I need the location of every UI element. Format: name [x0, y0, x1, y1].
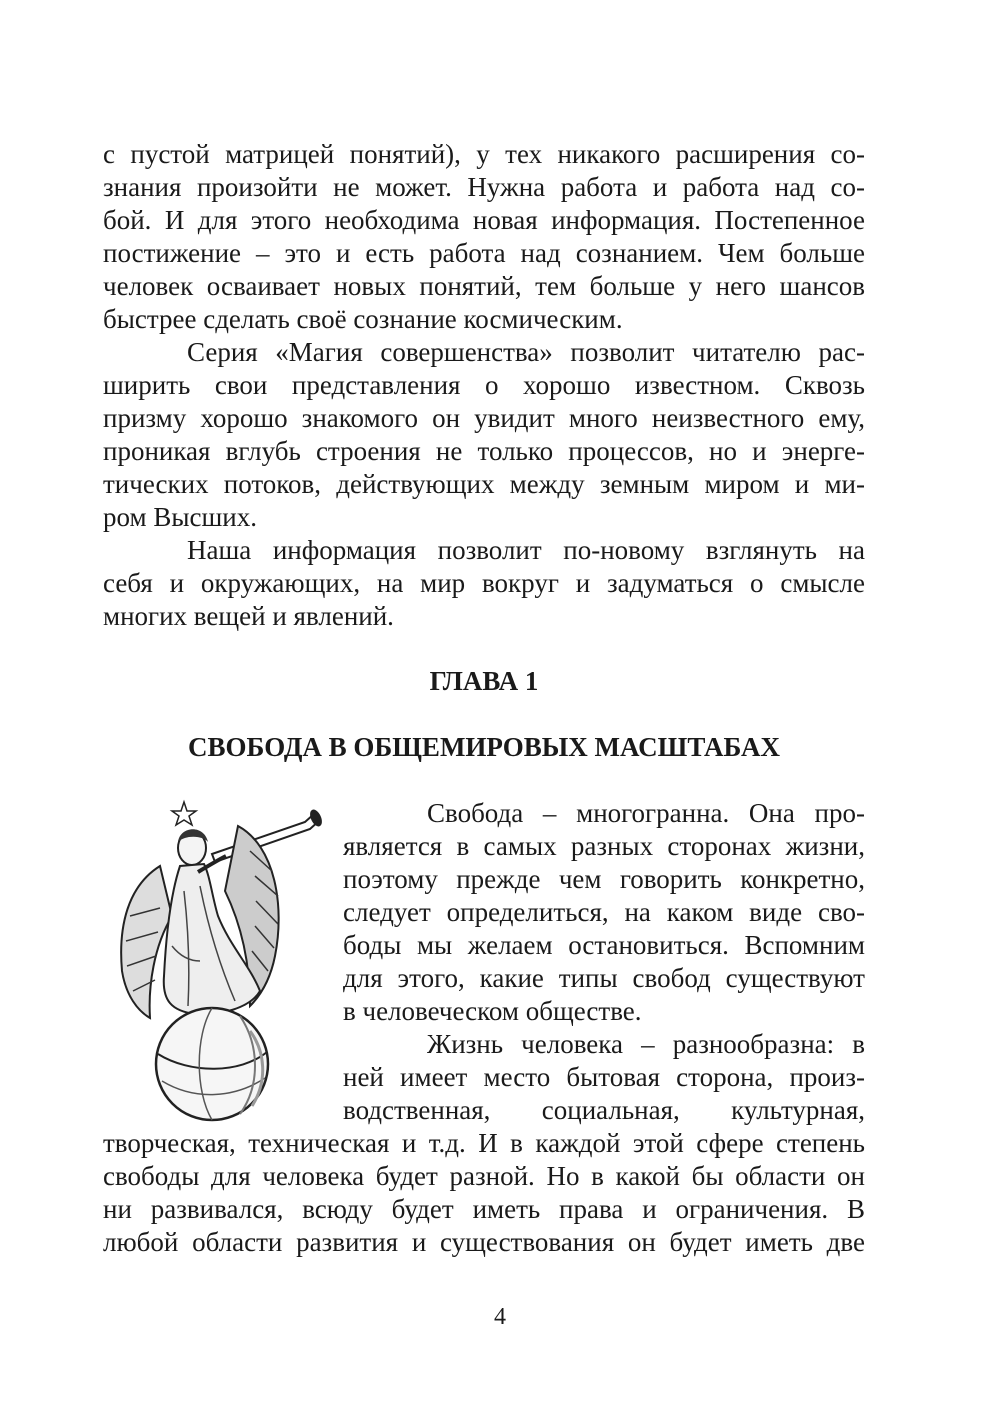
text-line: для этого, какие типы свобод существуют	[343, 963, 865, 993]
text-line: человек осваивает новых понятий, тем больше у него шансов	[103, 271, 865, 301]
text-line: тических потоков, действующих между земным миром и ми-	[103, 469, 865, 499]
text-line: бой. И для этого необходима новая информация. Постепенное	[103, 205, 865, 235]
text-line: водственная, социальная, культурная,	[343, 1095, 865, 1125]
text-line: проникая вглубь строения не только процессов, но и энерге-	[103, 436, 865, 466]
text-line: поэтому прежде чем говорить конкретно,	[343, 864, 865, 894]
text-line: многих вещей и явлений.	[103, 601, 394, 631]
text-line: постижение – это и есть работа над сознанием. Чем больше	[103, 238, 865, 268]
text-line: свободы для человека будет разной. Но в какой бы области он	[103, 1161, 865, 1191]
text-line: в человеческом обществе.	[343, 996, 642, 1026]
text-line: Свобода – многогранна. Она про-	[427, 798, 865, 828]
text-line: ни развивался, всюду будет иметь права и ограничения. В	[103, 1194, 865, 1224]
angel-illustration	[100, 796, 335, 1126]
text-line: любой области развития и существования он будет иметь две	[103, 1227, 865, 1257]
text-line: боды мы желаем остановиться. Вспомним	[343, 930, 865, 960]
text-line: ром Высших.	[103, 502, 257, 532]
page-number: 4	[494, 1304, 506, 1330]
text-line: призму хорошо знакомого он увидит много неизвестного ему,	[103, 403, 865, 433]
text-line: Жизнь человека – разнообразна: в	[427, 1029, 865, 1059]
text-line: Серия «Магия совершенства» позволит читателю рас-	[187, 337, 865, 367]
text-line: себя и окружающих, на мир вокруг и задуматься о смысле	[103, 568, 865, 598]
text-line: Наша информация позволит по-новому взглянуть на	[187, 535, 865, 565]
text-line: знания произойти не может. Нужна работа и работа над со-	[103, 172, 865, 202]
chapter-number: ГЛАВА 1	[429, 666, 539, 696]
text-line: творческая, техническая и т.д. И в каждой этой сфере степень	[103, 1128, 865, 1158]
text-line: является в самых разных сторонах жизни,	[343, 831, 865, 861]
chapter-title: СВОБОДА В ОБЩЕМИРОВЫХ МАСШТАБАХ	[188, 732, 780, 762]
text-line: ширить свои представления о хорошо известном. Сквозь	[103, 370, 865, 400]
text-line: с пустой матрицей понятий), у тех никакого расширения со-	[103, 139, 865, 169]
text-line: следует определиться, на каком виде сво-	[343, 897, 865, 927]
text-line: быстрее сделать своё сознание космическим.	[103, 304, 623, 334]
text-line: ней имеет место бытовая сторона, произ-	[343, 1062, 865, 1092]
